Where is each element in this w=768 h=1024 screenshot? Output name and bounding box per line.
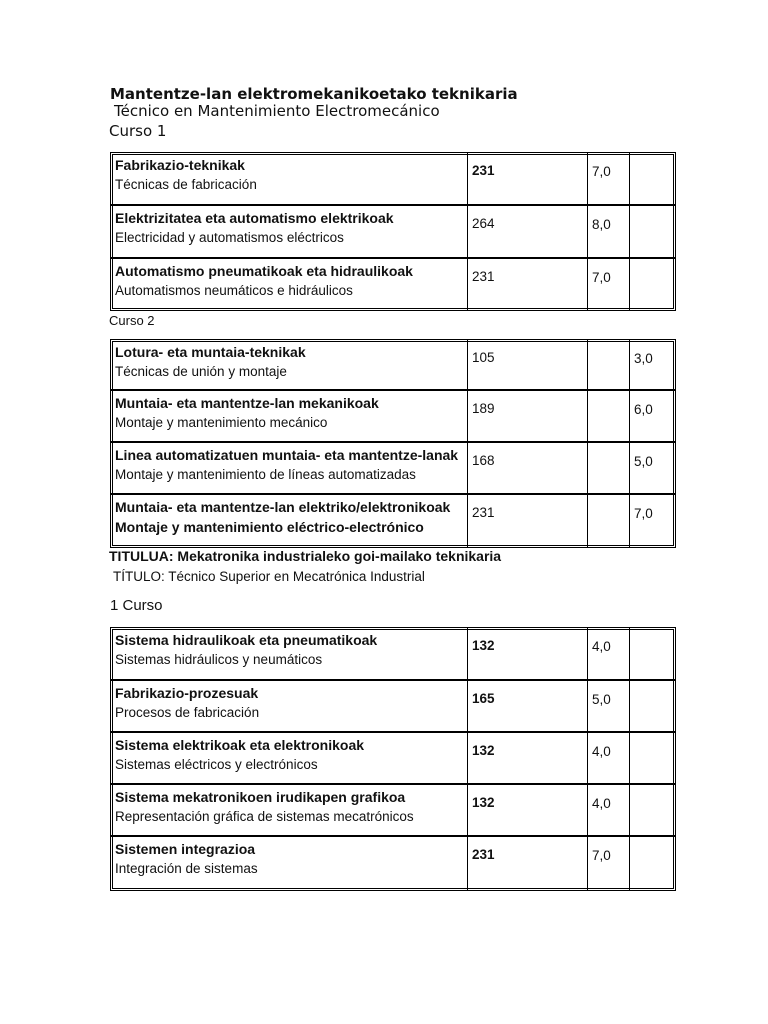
hours-cell: 231	[468, 153, 588, 206]
module-cell	[111, 391, 468, 443]
credits-year1-cell: 4,0	[588, 733, 630, 785]
credits-year2-cell: 7,0	[634, 506, 653, 521]
credits-year1-cell: 8,0	[588, 206, 630, 259]
hours-cell: 231	[468, 837, 588, 890]
module-name-es: Procesos de fabricación	[115, 705, 260, 720]
degree-subtitle: TÍTULO: Técnico Superior en Mecatrónica Industrial	[113, 569, 425, 584]
module-name-es: Técnicas de unión y montaje	[115, 364, 287, 379]
module-cell	[111, 443, 468, 495]
module-cell	[111, 733, 468, 785]
module-name-es: Montaje y mantenimiento eléctrico-electrónico	[115, 519, 424, 535]
credits-year1-cell: 4,0	[588, 628, 630, 681]
hours-cell: 231	[468, 495, 588, 547]
section1-label: Curso 1	[109, 122, 167, 140]
module-name-es: Técnicas de fabricación	[115, 177, 257, 192]
module-name-eu: Muntaia- eta mantentze-lan mekanikoak	[115, 395, 379, 411]
credits-year2-cell	[630, 153, 675, 206]
table-row	[111, 785, 675, 837]
module-cell	[111, 495, 468, 547]
section2-table	[110, 339, 676, 548]
module-cell	[111, 785, 468, 837]
module-cell	[111, 628, 468, 681]
module-name-eu: Elektrizitatea eta automatismo elektrikoak	[115, 210, 394, 226]
table-row	[111, 495, 675, 547]
table-row	[111, 391, 675, 443]
credits-year2-cell	[630, 206, 675, 259]
module-cell	[111, 259, 468, 310]
module-name-es: Representación gráfica de sistemas mecatrónicos	[115, 809, 414, 824]
module-cell	[111, 206, 468, 259]
credits-year1-cell	[588, 443, 630, 495]
section2-label: Curso 2	[109, 313, 155, 328]
module-name-eu: Sistema elektrikoak eta elektronikoak	[115, 737, 365, 753]
module-name-eu: Linea automatizatuen muntaia- eta mantentze-lanak	[115, 447, 459, 463]
table-row	[111, 681, 675, 733]
table-row	[111, 443, 675, 495]
credits-year1-cell	[588, 391, 630, 443]
credits-year2-cell: 6,0	[630, 391, 675, 443]
module-cell	[111, 340, 468, 391]
hours-cell: 105	[468, 340, 588, 391]
credits-year1-cell	[588, 340, 630, 391]
module-name-eu: Automatismo pneumatikoak eta hidraulikoak	[115, 263, 413, 279]
module-name-es: Integración de sistemas	[115, 861, 258, 876]
hours-cell: 231	[468, 259, 588, 310]
module-name-eu: Sistema hidraulikoak eta pneumatikoak	[115, 632, 378, 648]
section3-table	[110, 627, 676, 891]
table-row	[111, 206, 675, 259]
table-row	[111, 733, 675, 785]
degree-title: TITULUA: Mekatronika industrialeko goi-mailako teknikaria	[109, 548, 502, 564]
module-name-es: Sistemas eléctricos y electrónicos	[115, 757, 318, 772]
module-name-es: Montaje y mantenimiento de líneas automatizadas	[115, 467, 416, 482]
credits-year2-cell: 5,0	[630, 443, 675, 495]
credits-year1-cell: 7,0	[588, 259, 630, 310]
module-name-eu: Sistema mekatronikoen irudikapen grafikoa	[115, 789, 406, 805]
module-name-eu: Fabrikazio-prozesuak	[115, 685, 259, 701]
module-cell	[111, 837, 468, 890]
hours-cell: 132	[468, 733, 588, 785]
module-cell	[111, 153, 468, 206]
document-title: Mantentze-lan elektromekanikoetako teknikaria	[110, 85, 518, 103]
credits-year2-cell	[630, 681, 675, 733]
credits-year2-cell	[630, 628, 675, 681]
hours-cell: 132	[468, 628, 588, 681]
table-row	[111, 837, 675, 890]
table-row	[111, 628, 675, 681]
credits-year2-cell	[630, 733, 675, 785]
table-row	[111, 340, 675, 391]
credits-year1-cell: 7,0	[588, 153, 630, 206]
hours-cell: 132	[468, 785, 588, 837]
module-cell	[111, 681, 468, 733]
section1-table	[110, 152, 676, 311]
credits-year1-cell: 4,0	[588, 785, 630, 837]
hours-cell: 264	[468, 206, 588, 259]
hours-cell: 189	[468, 391, 588, 443]
module-name-eu: Sistemen integrazioa	[115, 841, 256, 857]
module-name-es: Automatismos neumáticos e hidráulicos	[115, 283, 353, 298]
table-row	[111, 259, 675, 310]
module-name-es: Sistemas hidráulicos y neumáticos	[115, 652, 323, 667]
module-name-es: Electricidad y automatismos eléctricos	[115, 230, 344, 245]
section3-label: 1 Curso	[110, 597, 163, 614]
credits-year1-cell: 5,0	[588, 681, 630, 733]
module-name-eu: Muntaia- eta mantentze-lan elektriko/elektronikoak	[115, 499, 451, 515]
module-name-eu: Fabrikazio-teknikak	[115, 157, 245, 173]
credits-year2-cell	[630, 259, 675, 310]
document-subtitle: Técnico en Mantenimiento Electromecánico	[114, 102, 440, 120]
table-row	[111, 153, 675, 206]
credits-year2-cell: 3,0	[630, 340, 675, 391]
module-name-eu: Lotura- eta muntaia-teknikak	[115, 344, 306, 360]
credits-year2-cell	[630, 837, 675, 890]
credits-year1-cell	[588, 495, 630, 547]
credits-year1-cell: 7,0	[588, 837, 630, 890]
hours-cell: 168	[468, 443, 588, 495]
module-name-es: Montaje y mantenimiento mecánico	[115, 415, 328, 430]
hours-cell: 165	[468, 681, 588, 733]
credits-year2-cell	[630, 785, 675, 837]
